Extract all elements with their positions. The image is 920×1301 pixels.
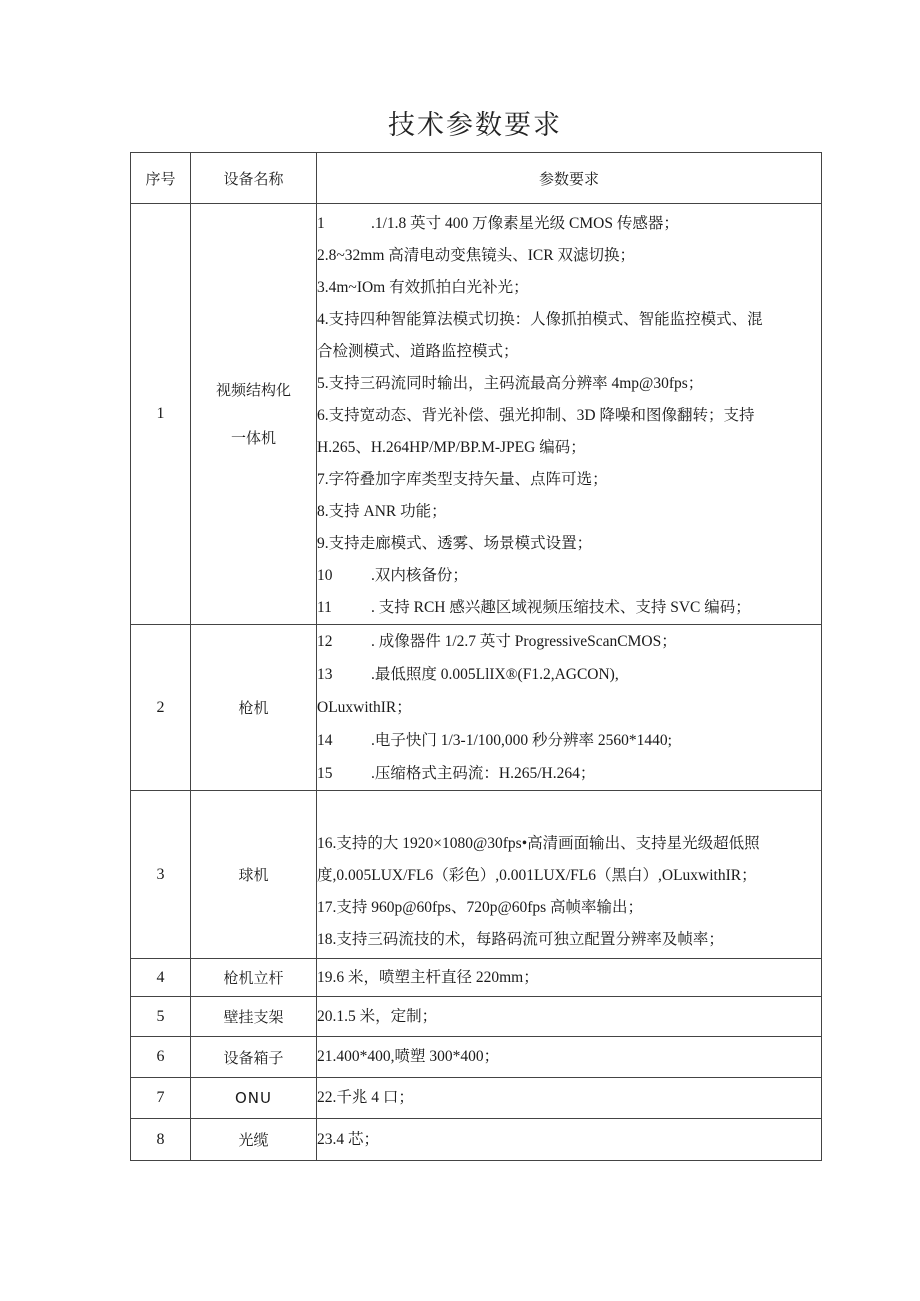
row-params — [317, 1119, 822, 1161]
table-row — [131, 1037, 822, 1078]
param-number: 13 — [317, 666, 333, 683]
row-device-name — [191, 204, 317, 625]
param-line — [317, 592, 821, 624]
header-name: 设备名称 — [191, 153, 317, 204]
row-params — [317, 625, 822, 791]
page-title: 技术参数要求 — [388, 110, 562, 141]
param-line: 17.支持 960p@60fps、720p@60fps 高帧率输出； — [317, 899, 644, 916]
spec-table — [130, 152, 822, 1161]
param-line: 4.支持四种智能算法模式切换：人像抓拍模式、智能监控模式、混 — [317, 311, 763, 328]
param-line: 23.4 芯； — [317, 1130, 380, 1148]
param-line: 度,0.005LUX/FL6（彩色）,0.001LUX/FL6（黑白）,OLuxwithIR； — [317, 867, 757, 884]
row-params — [317, 959, 822, 997]
row-device-name: 球机 — [191, 791, 317, 959]
param-number: 15 — [317, 765, 333, 782]
header-params: 参数要求 — [317, 153, 822, 204]
param-text: .电子快门 1/3-1/100,000 秒分辨率 2560*1440; — [371, 732, 672, 749]
row-params — [317, 204, 822, 625]
row-index: 6 — [131, 1037, 191, 1078]
row-device-name: 枪机立杆 — [191, 959, 317, 997]
table-header-row — [131, 153, 822, 204]
row-index: 4 — [131, 959, 191, 997]
param-line: 16.支持的大 1920×1080@30fps•高清画面输出、支持星光级超低照 — [317, 835, 760, 852]
row-device-name: ONU — [191, 1078, 317, 1119]
param-number: 12 — [317, 633, 333, 650]
param-text: .双内核备份； — [371, 567, 468, 584]
row-index: 1 — [131, 204, 191, 625]
table-row — [131, 1078, 822, 1119]
row-index: 5 — [131, 997, 191, 1037]
param-line — [317, 757, 821, 790]
row-index: 7 — [131, 1078, 191, 1119]
param-line: 5.支持三码流同时输出，主码流最高分辨率 4mp@30fps； — [317, 375, 704, 392]
param-line: 8.支持 ANR 功能； — [317, 503, 447, 520]
row-index: 8 — [131, 1119, 191, 1161]
param-number: 14 — [317, 732, 333, 749]
param-line: 19.6 米，喷塑主杆直径 220mm； — [317, 968, 539, 986]
param-line — [317, 560, 821, 592]
param-line: 3.4m~IOm 有效抓拍白光补光； — [317, 279, 529, 296]
param-number: 10 — [317, 567, 333, 584]
row-device-name: 设备箱子 — [191, 1037, 317, 1078]
device-name-line: 一体机 — [230, 429, 276, 447]
param-line: 6.支持宽动态、背光补偿、强光抑制、3D 降噪和图像翻转；支持 — [317, 407, 755, 424]
param-text: .压缩格式主码流：H.265/H.264； — [371, 765, 596, 782]
param-line — [317, 625, 821, 658]
param-text: .1/1.8 英寸 400 万像素星光级 CMOS 传感器； — [371, 215, 679, 232]
param-text: . 成像器件 1/2.7 英寸 ProgressiveScanCMOS； — [371, 633, 677, 650]
row-params — [317, 1078, 822, 1119]
table-row — [131, 1119, 822, 1161]
param-line: OLuxwithIR； — [317, 699, 412, 716]
param-line: 20.1.5 米，定制； — [317, 1007, 438, 1025]
param-line — [317, 658, 821, 691]
table-row — [131, 204, 822, 625]
param-line: 合检测模式、道路监控模式； — [317, 343, 519, 360]
param-line: 9.支持走廊模式、透雾、场景模式设置； — [317, 535, 593, 552]
param-line — [317, 724, 821, 757]
param-line — [317, 208, 821, 240]
param-line: 2.8~32mm 高清电动变焦镜头、ICR 双滤切换； — [317, 247, 635, 264]
param-line: 22.千兆 4 口； — [317, 1089, 414, 1106]
table-row — [131, 791, 822, 959]
param-line: 21.400*400,喷塑 300*400； — [317, 1048, 500, 1065]
row-device-name: 壁挂支架 — [191, 997, 317, 1037]
param-number: 11 — [317, 599, 332, 616]
row-params — [317, 1037, 822, 1078]
table-row — [131, 959, 822, 997]
table-row — [131, 625, 822, 791]
row-device-name: 枪机 — [191, 625, 317, 791]
param-number: 1 — [317, 215, 325, 232]
param-line: 7.字符叠加字库类型支持矢量、点阵可选； — [317, 471, 608, 488]
param-text: .最低照度 0.005LlIX®(F1.2,AGCON), — [371, 666, 619, 683]
param-text: . 支持 RCH 感兴趣区域视频压缩技术、支持 SVC 编码； — [371, 599, 751, 616]
row-params — [317, 997, 822, 1037]
row-index: 3 — [131, 791, 191, 959]
param-line: H.265、H.264HP/MP/BP.M-JPEG 编码； — [317, 439, 586, 456]
header-index: 序号 — [131, 153, 191, 204]
param-line: 18.支持三码流技的术，每路码流可独立配置分辨率及帧率； — [317, 931, 724, 948]
row-params — [317, 791, 822, 959]
table-row — [131, 997, 822, 1037]
device-name-line: 视频结构化 — [215, 381, 291, 399]
row-device-name: 光缆 — [191, 1119, 317, 1161]
row-index: 2 — [131, 625, 191, 791]
